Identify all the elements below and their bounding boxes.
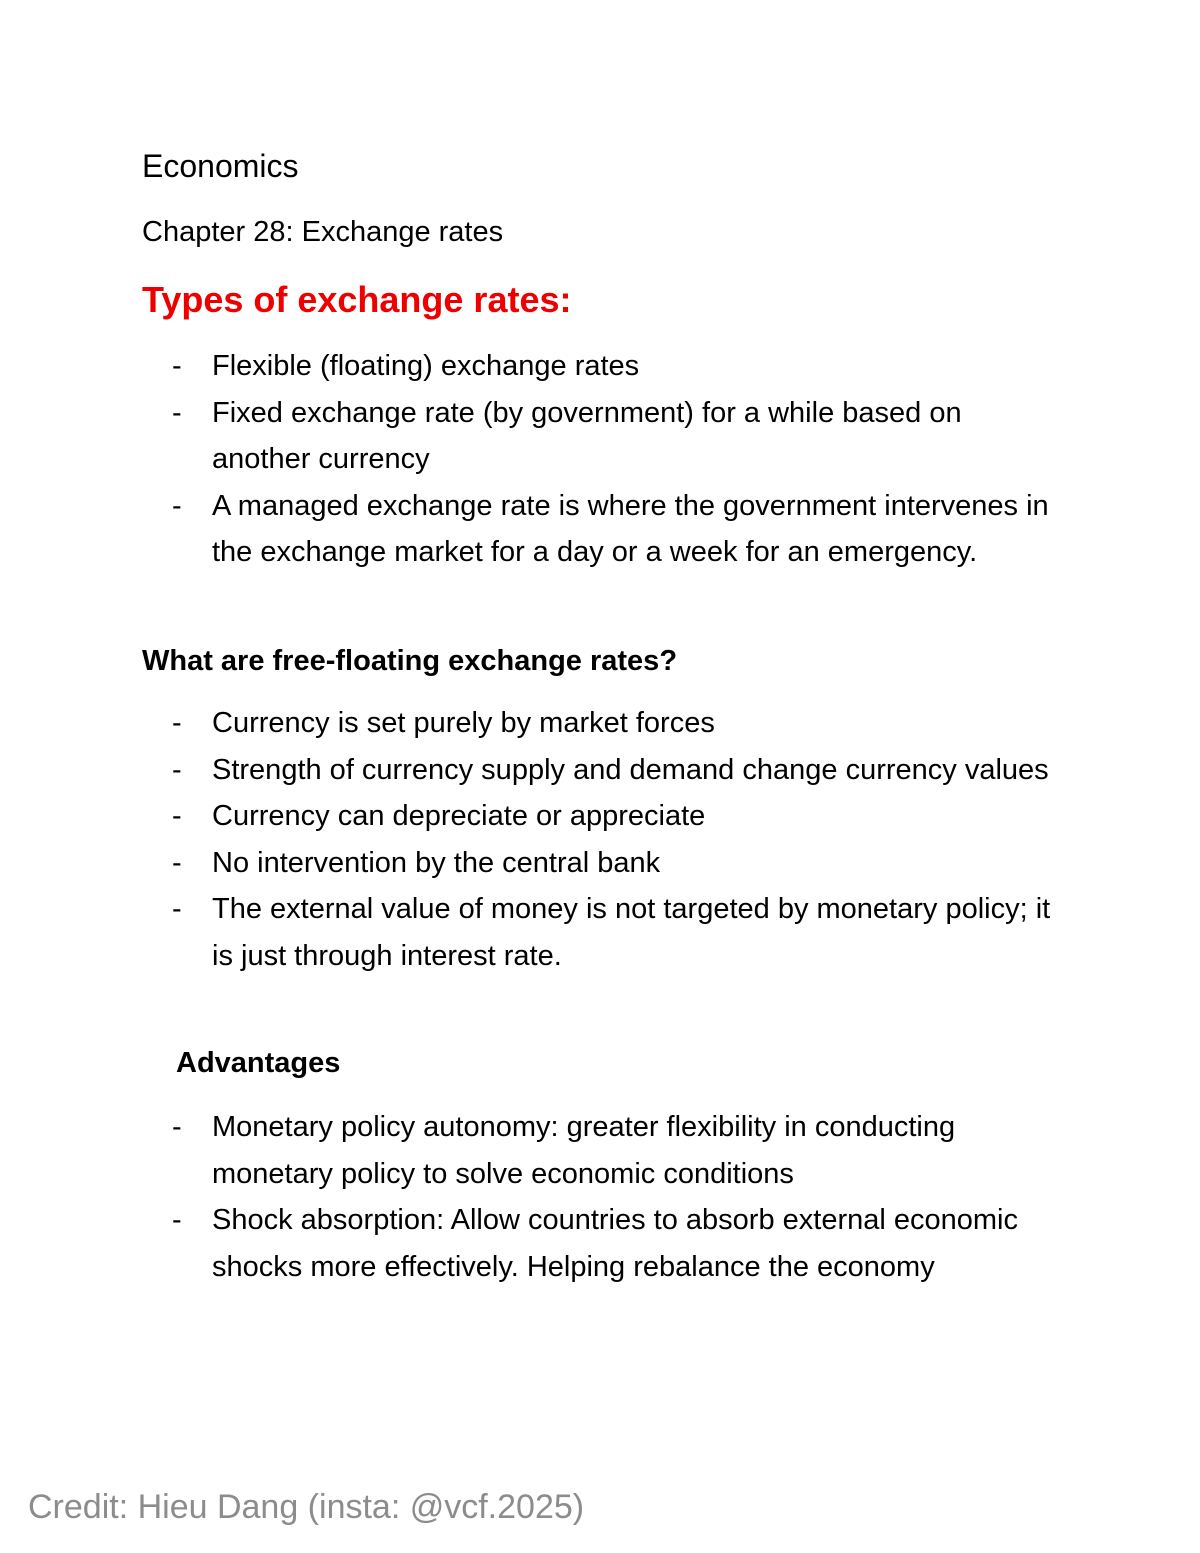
list-item-text: No intervention by the central bank — [212, 846, 661, 879]
list-item — [172, 700, 1052, 747]
list-item-text: Currency can depreciate or appreciate — [212, 800, 706, 832]
advantages-list — [172, 1104, 1052, 1290]
list-item — [172, 1104, 1052, 1197]
bullet-dash: - — [172, 350, 182, 382]
chapter-title: Chapter 28: Exchange rates — [142, 216, 504, 248]
bullet-dash: - — [172, 1204, 182, 1236]
list-item — [172, 886, 1052, 979]
list-item-text: A managed exchange rate is where the government intervenes in the exchange market for a day or a week for an emergency. — [212, 489, 1049, 568]
list-item-text: Monetary policy autonomy: greater flexibility in conducting monetary policy to solve economic conditions — [212, 1111, 956, 1190]
credit-watermark: Credit: Hieu Dang (insta: @vcf.2025) — [28, 1488, 585, 1526]
section-heading-types: Types of exchange rates: — [142, 279, 572, 320]
bullet-dash: - — [172, 846, 182, 879]
list-item — [172, 840, 1052, 887]
bullet-dash: - — [172, 893, 182, 925]
list-item — [172, 747, 1052, 794]
list-item — [172, 483, 1052, 576]
list-item-text: Shock absorption: Allow countries to absorb external economic shocks more effectively. Helping rebalance the economy — [212, 1204, 1018, 1283]
bullet-dash: - — [172, 489, 182, 522]
free-floating-list — [172, 700, 1052, 979]
question-heading-free-floating: What are free-floating exchange rates? — [142, 645, 678, 677]
bullet-dash: - — [172, 707, 182, 739]
list-item-text: Flexible (floating) exchange rates — [212, 350, 640, 382]
bullet-dash: - — [172, 800, 182, 832]
list-item-text: Strength of currency supply and demand change currency values — [212, 753, 1049, 786]
advantages-heading: Advantages — [176, 1047, 341, 1079]
list-item — [172, 343, 1052, 390]
list-item-text: Fixed exchange rate (by government) for a while based on another currency — [212, 396, 962, 475]
list-item — [172, 1197, 1052, 1290]
bullet-dash: - — [172, 1111, 182, 1143]
list-item — [172, 390, 1052, 483]
list-item-text: Currency is set purely by market forces — [212, 707, 715, 739]
types-list — [172, 343, 1052, 576]
list-item — [172, 793, 1052, 840]
bullet-dash: - — [172, 753, 182, 786]
bullet-dash: - — [172, 396, 182, 429]
subject-title: Economics — [142, 148, 299, 184]
list-item-text: The external value of money is not targeted by monetary policy; it is just through interest rate. — [212, 893, 1051, 972]
